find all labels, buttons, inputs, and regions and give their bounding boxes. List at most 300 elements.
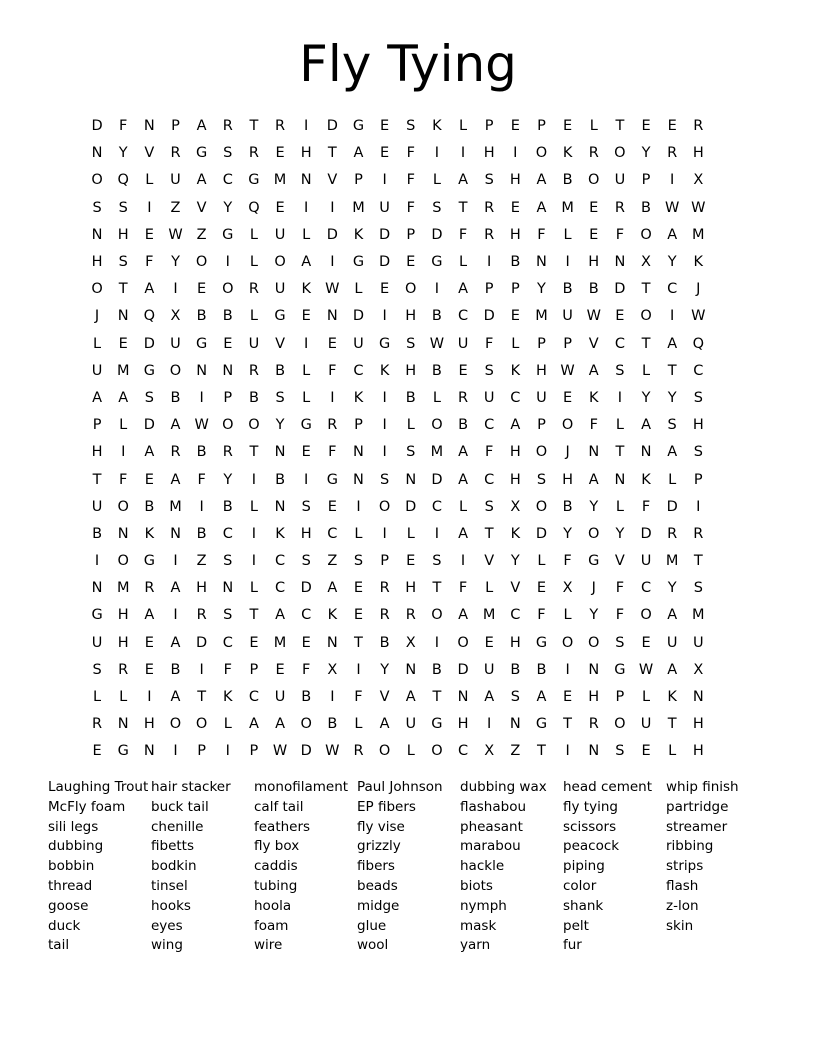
grid-letter: L [668,471,677,488]
word-list-item: head cement [563,779,653,795]
grid-letter: D [431,226,443,243]
grid-row [84,738,738,765]
grid-letter: L [458,254,468,271]
word-list-item: EP fibers [357,798,416,815]
grid-letter: F [537,607,546,624]
grid-letter: I [330,389,335,406]
grid-letter: R [170,444,181,461]
word-list-item: glue [357,917,387,934]
grid-letter: S [615,634,625,651]
grid-letter: K [641,471,651,488]
grid-letter: M [692,226,705,243]
grid-letter: I [434,525,440,542]
grid-letter: A [641,417,651,434]
grid-letter: L [302,389,311,406]
grid-letter: O [431,417,443,434]
word-list-item: sili legs [48,818,99,835]
grid-letter: Z [510,743,521,760]
grid-letter: R [275,118,286,135]
grid-letter: A [170,580,181,597]
grid-letter: E [301,308,311,325]
grid-letter: G [222,226,234,243]
grid-letter: B [196,444,207,461]
grid-letter: I [670,308,675,325]
grid-letter: A [170,634,181,651]
grid-letter: W [429,335,445,352]
grid-letter: O [561,634,574,651]
grid-letter: R [588,716,599,733]
grid-letter: O [535,498,548,515]
grid-letter: S [223,607,233,624]
grid-row [84,167,738,194]
grid-letter: D [431,471,443,488]
grid-letter: I [147,199,152,216]
grid-letter: D [196,634,208,651]
grid-letter: P [92,417,102,434]
grid-letter: E [197,281,207,298]
grid-letter: L [354,716,363,733]
grid-letter: H [692,743,704,760]
grid-letter: G [352,254,365,271]
grid-letter: L [641,362,651,379]
grid-letter: N [117,525,129,542]
grid-letter: R [458,389,469,406]
grid-letter: O [117,553,129,570]
grid-letter: G [91,607,103,624]
grid-letter: S [118,254,128,271]
grid-letter: I [382,444,387,461]
grid-letter: K [693,254,704,271]
grid-letter: U [405,716,417,733]
grid-letter: T [693,553,703,570]
grid-letter: F [328,362,337,379]
grid-letter: O [169,716,182,733]
grid-letter: W [586,308,601,325]
grid-letter: T [118,281,128,298]
grid-letter: A [667,661,678,678]
grid-letter: L [354,525,363,542]
word-list-item: skin [666,917,694,934]
grid-letter: F [458,580,468,597]
grid-letter: B [170,661,181,678]
word-list-item: calf tail [254,798,304,815]
grid-letter: B [588,281,599,298]
word-column [563,778,666,956]
grid-row [84,657,738,684]
grid-letter: V [484,553,495,570]
grid-letter: T [615,444,625,461]
grid-letter: A [118,389,129,406]
word-list-item: strips [666,858,704,875]
grid-letter: O [378,498,391,515]
grid-letter: A [275,607,286,624]
grid-letter: S [615,743,625,760]
grid-letter: L [458,498,468,515]
grid-letter: N [274,444,286,461]
page-title: Fly Tying [299,35,517,93]
grid-letter: H [483,145,495,162]
grid-letter: G [196,335,208,352]
grid-letter: Q [248,199,260,216]
grid-letter: J [591,580,596,597]
grid-letter: D [483,308,495,325]
grid-letter: B [562,281,573,298]
word-list-item: caddis [254,858,298,875]
grid-letter: E [641,743,651,760]
grid-letter: C [693,362,704,379]
grid-letter: N [405,471,417,488]
grid-letter: A [667,335,678,352]
grid-letter: U [640,716,652,733]
grid-letter: A [379,716,390,733]
grid-letter: I [382,172,387,189]
grid-letter: I [356,661,361,678]
grid-letter: C [301,607,312,624]
grid-letter: H [509,172,521,189]
grid-letter: E [615,308,625,325]
grid-letter: I [251,471,257,488]
grid-letter: D [405,498,417,515]
grid-letter: I [121,444,126,461]
grid-letter: H [588,254,600,271]
grid-letter: S [484,362,494,379]
grid-row [84,711,738,738]
grid-letter: X [327,661,338,678]
grid-letter: G [352,118,365,135]
grid-letter: A [301,254,312,271]
grid-row [84,521,738,548]
grid-letter: A [405,689,416,706]
grid-letter: H [117,226,129,243]
grid-letter: M [561,199,574,216]
grid-letter: X [484,743,495,760]
word-list-item: tubing [254,877,298,894]
grid-letter: O [431,607,443,624]
grid-letter: H [509,444,521,461]
grid-letter: N [91,145,103,162]
grid-letter: M [665,553,679,570]
word-list-item: fibetts [151,838,194,855]
grid-letter: L [615,498,624,515]
word-list-item: feathers [254,818,311,835]
grid-letter: S [406,444,416,461]
grid-letter: E [275,661,285,678]
grid-letter: I [199,498,204,515]
grid-letter: W [664,199,680,216]
grid-letter: E [563,389,573,406]
grid-letter: O [535,444,548,461]
grid-letter: A [144,607,155,624]
grid-letter: A [353,145,364,162]
grid-letter: I [382,525,387,542]
grid-letter: A [327,580,338,597]
grid-letter: D [535,525,548,542]
grid-letter: U [91,498,103,515]
grid-letter: G [614,661,626,678]
grid-letter: Y [667,389,677,406]
grid-letter: C [614,335,625,352]
grid-letter: L [249,308,258,325]
grid-letter: Z [170,199,181,216]
grid-letter: S [118,199,128,216]
grid-letter: S [92,199,102,216]
grid-letter: E [563,118,573,135]
grid-letter: G [431,254,443,271]
grid-letter: F [615,226,625,243]
grid-letter: G [378,335,391,352]
word-list-item: fur [563,937,582,954]
grid-letter: N [692,689,704,706]
grid-letter: E [380,281,390,298]
grid-letter: C [274,553,286,570]
word-list-item: wool [357,937,389,954]
grid-row [84,331,738,358]
grid-letter: D [379,226,391,243]
grid-letter: N [91,580,103,597]
grid-letter: H [405,308,417,325]
word-list-item: partridge [666,798,729,815]
grid-letter: P [693,471,703,488]
grid-letter: F [537,226,546,243]
grid-letter: E [667,118,677,135]
grid-letter: W [691,199,706,216]
grid-letter: R [196,607,207,624]
grid-row [84,439,738,466]
grid-letter: I [382,308,387,325]
grid-letter: O [535,145,548,162]
grid-letter: S [510,689,520,706]
word-list-item: marabou [460,838,521,855]
grid-letter: D [300,743,312,760]
word-list-item: shank [563,897,604,914]
grid-letter: B [458,417,469,434]
grid-letter: E [275,199,285,216]
word-list-item: z-lon [666,897,699,914]
grid-letter: B [92,525,103,542]
grid-letter: O [195,716,208,733]
grid-letter: D [326,226,338,243]
grid-letter: W [194,417,209,434]
grid-letter: L [589,118,598,135]
grid-letter: T [458,199,468,216]
grid-letter: M [535,308,548,325]
grid-letter: V [510,580,521,597]
word-column [151,778,254,956]
word-list-item: hoola [254,897,292,914]
grid-letter: D [640,525,652,542]
grid-letter: U [170,335,181,352]
grid-letter: F [145,254,154,271]
word-list-item: color [563,877,597,894]
grid-letter: F [119,118,128,135]
grid-letter: W [691,308,706,325]
grid-letter: H [692,145,704,162]
grid-letter: R [379,580,390,597]
grid-letter: O [640,308,652,325]
grid-letter: K [510,362,521,379]
grid-letter: U [274,281,286,298]
grid-letter: C [510,607,521,624]
grid-row [84,222,738,249]
grid-letter: I [304,118,309,135]
grid-letter: T [432,689,442,706]
grid-letter: L [223,716,232,733]
word-list-item: hair stacker [151,779,231,795]
grid-letter: R [118,661,129,678]
grid-letter: N [588,743,600,760]
grid-letter: S [301,498,311,515]
word-list-item: thread [48,877,93,894]
grid-letter: T [327,145,337,162]
grid-letter: A [536,172,547,189]
grid-letter: T [354,634,363,651]
grid-letter: I [565,254,570,271]
grid-letter: N [222,362,234,379]
grid-letter: E [353,607,364,624]
word-list-item: flash [666,877,699,894]
grid-letter: L [119,689,128,706]
word-list-item: hooks [151,897,191,914]
grid-letter: B [510,254,521,271]
word-list-item: peacock [563,838,620,855]
grid-letter: E [249,634,259,651]
grid-letter: H [300,525,312,542]
grid-letter: U [91,634,103,651]
grid-letter: C [457,743,469,760]
grid-letter: R [353,743,364,760]
grid-letter: B [301,689,312,706]
word-list-item: midge [357,897,400,914]
grid-letter: L [145,172,154,189]
grid-letter: K [667,689,677,706]
word-list-item: streamer [666,818,728,835]
grid-letter: F [485,444,494,461]
grid-letter: R [248,362,259,379]
grid-letter: Y [641,145,651,162]
grid-letter: X [405,634,416,651]
grid-letter: P [484,118,494,135]
grid-letter: R [693,525,704,542]
grid-letter: P [641,172,651,189]
grid-row [84,113,738,140]
grid-letter: H [300,145,312,162]
grid-letter: H [143,716,155,733]
grid-letter: Z [196,553,207,570]
grid-letter: S [615,362,625,379]
grid-letter: Y [118,145,128,162]
grid-letter: P [354,417,363,434]
word-list-item: bobbin [48,858,95,875]
grid-letter: I [251,553,257,570]
grid-letter: F [406,145,415,162]
word-list-item: fibers [357,858,395,875]
grid-letter: B [275,362,286,379]
grid-letter: O [300,716,312,733]
grid-letter: H [692,417,704,434]
grid-letter: S [693,389,703,406]
grid-letter: X [693,661,704,678]
grid-letter: V [379,689,390,706]
grid-letter: A [458,525,468,542]
grid-letter: P [354,172,363,189]
word-list-item: tinsel [151,877,188,894]
grid-letter: N [640,444,652,461]
grid-letter: S [353,553,364,570]
grid-letter: I [173,281,178,298]
grid-letter: O [274,254,286,271]
grid-letter: F [223,661,232,678]
grid-letter: Q [143,308,156,325]
grid-letter: Y [589,607,599,624]
grid-letter: L [406,417,415,434]
grid-letter: I [356,498,361,515]
grid-letter: I [225,743,230,760]
grid-letter: S [406,118,416,135]
word-list-item: pheasant [460,818,523,835]
word-list-item: whip finish [666,779,739,795]
grid-letter: A [484,689,495,706]
grid-letter: F [615,607,625,624]
word-list-item: dubbing wax [460,779,547,795]
grid-letter: N [326,308,338,325]
grid-letter: C [222,634,233,651]
grid-letter: Y [563,525,573,542]
grid-letter: A [196,118,207,135]
grid-letter: H [509,634,521,651]
grid-letter: B [222,308,233,325]
grid-letter: W [325,743,340,760]
grid-letter: I [251,525,257,542]
grid-letter: R [92,716,103,733]
grid-letter: I [460,145,466,162]
grid-letter: P [484,281,494,298]
grid-letter: D [143,335,155,352]
grid-letter: H [196,580,208,597]
grid-letter: L [432,389,441,406]
grid-letter: L [563,226,572,243]
grid-letter: U [562,308,573,325]
grid-letter: F [615,580,625,597]
grid-letter: T [667,362,677,379]
grid-letter: T [197,689,207,706]
grid-letter: P [171,118,180,135]
grid-letter: H [117,607,129,624]
grid-letter: M [116,580,130,597]
grid-letter: S [223,553,233,570]
grid-letter: B [144,498,155,515]
grid-letter: I [199,389,204,406]
grid-letter: E [589,199,599,216]
grid-letter: R [484,226,495,243]
grid-letter: J [565,444,570,461]
grid-letter: Y [171,254,180,271]
grid-letter: N [222,580,234,597]
grid-letter: P [510,281,520,298]
grid-letter: A [170,417,181,434]
grid-row [84,303,738,330]
grid-letter: A [275,716,286,733]
grid-letter: Y [641,389,651,406]
grid-letter: R [248,145,259,162]
grid-letter: E [144,471,154,488]
grid-letter: O [561,417,574,434]
grid-letter: D [300,580,312,597]
grid-letter: H [405,580,417,597]
grid-letter: I [330,199,335,216]
grid-letter: A [458,444,468,461]
word-list-item: wing [151,937,183,954]
grid-letter: L [93,335,102,352]
